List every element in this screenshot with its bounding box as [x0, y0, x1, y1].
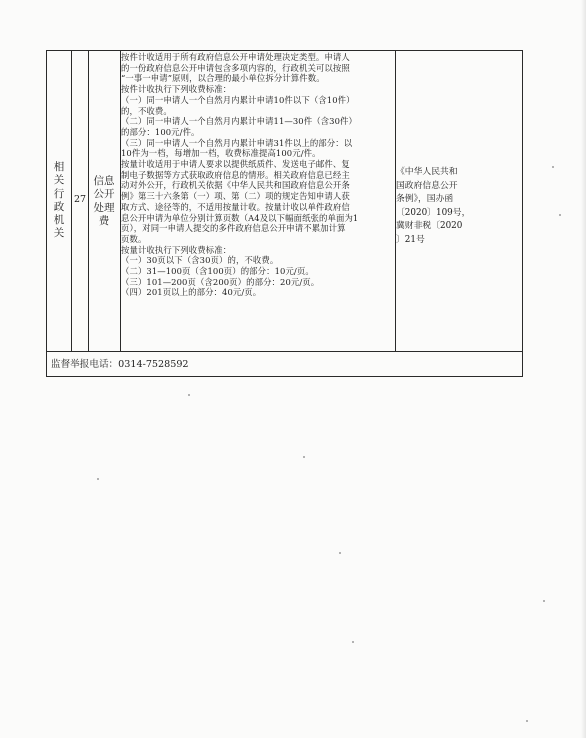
- content-line: 息公开申请为单位分别计算页数（A4及以下幅面纸张的单面为1: [121, 212, 359, 223]
- item-name-line: 处理: [93, 201, 115, 214]
- content-line: 页），对同一申请人提交的多件政府信息公开申请不累加计算: [121, 223, 346, 234]
- category-char: 行: [53, 187, 65, 200]
- content-line: （二）同一申请人一个自然月内累计申请11—30件（含30件）: [121, 116, 357, 127]
- category-char: 政: [53, 200, 65, 213]
- content-line: （一）30页以下（含30页）的，不收费。: [121, 255, 279, 266]
- basis-line: 冀财非税〔2020: [396, 221, 463, 232]
- item-number: 27: [73, 194, 87, 205]
- content-line: （三）同一申请人一个自然月内累计申请31件以上的部分：以: [121, 137, 353, 148]
- content-line: 取方式、途径等的，不适用按量计收。按量计收以单件政府信: [121, 201, 350, 212]
- item-name-line: 信息: [93, 175, 115, 187]
- scan-speck: [97, 478, 99, 480]
- fee-content-cell: [121, 52, 397, 298]
- supervision-hotline: 监督举报电话：0314-7528592: [51, 359, 189, 370]
- scan-speck: [188, 394, 190, 396]
- content-line: 制电子数据等方式获取政府信息的情形。相关政府信息已经主: [121, 169, 350, 180]
- item-name-line: 费: [98, 214, 110, 227]
- content-line: （一）同一申请人一个自然月内累计申请10件以下（含10件）: [121, 94, 355, 105]
- content-line: 10件为一档，每增加一档，收费标准提高100元/件。: [121, 148, 321, 159]
- scan-speck: [352, 641, 354, 643]
- category-char: 机: [53, 214, 65, 227]
- scan-edge-shadow: [581, 0, 586, 738]
- category-cell: [47, 161, 71, 241]
- content-line: 页数。: [121, 233, 147, 244]
- item-name-line: 公开: [93, 188, 115, 201]
- content-line: 按件计收执行下列收费标准：: [121, 84, 232, 95]
- content-line: 按量计收执行下列收费标准：: [121, 244, 232, 255]
- content-line: （二）31—100页（含100页）的部分：10元/页。: [121, 266, 314, 277]
- scan-speck: [303, 456, 305, 458]
- content-line: 按量计收适用于申请人要求以提供纸质件、发送电子邮件、复: [121, 159, 350, 170]
- content-line: 的一份政府信息公开申请包含多项内容的，行政机关可以按照: [121, 62, 350, 73]
- scan-speck: [543, 600, 545, 602]
- content-line: （四）201页以上的部分：40元/页。: [121, 287, 262, 298]
- category-char: 关: [53, 227, 65, 240]
- content-line: 的部分：100元/件。: [121, 126, 200, 137]
- content-line: 的，不收费。: [121, 105, 172, 116]
- category-char: 关: [53, 174, 65, 187]
- content-line: “一事一申请”原则，以合理的最小单位拆分计算件数。: [121, 73, 325, 84]
- basis-line: 〔2020〕109号，: [396, 207, 471, 218]
- scan-speck: [339, 552, 341, 554]
- content-line: 按件计收适用于所有政府信息公开申请处理决定类型。申请人: [121, 52, 350, 62]
- item-name-cell: [88, 175, 120, 228]
- content-line: 例》第三十六条第（一）项、第（二）项的规定告知申请人获: [121, 191, 350, 202]
- scan-speck: [552, 166, 554, 168]
- content-line: 动对外公开，行政机关依据《中华人民共和国政府信息公开条: [121, 180, 350, 191]
- basis-line: 国政府信息公开: [396, 180, 458, 191]
- category-char: 相: [53, 161, 65, 173]
- fee-table: [46, 50, 523, 377]
- row-divider: [47, 351, 522, 352]
- content-line: （三）101—200页（含200页）的部分：20元/页。: [121, 276, 320, 287]
- scan-speck: [559, 214, 561, 216]
- scan-speck: [526, 720, 528, 722]
- basis-line: 《中华人民共和: [396, 167, 458, 177]
- legal-basis-cell: [396, 166, 522, 248]
- basis-line: 条例》，国办函: [396, 194, 454, 205]
- basis-line: 〕21号: [396, 234, 425, 245]
